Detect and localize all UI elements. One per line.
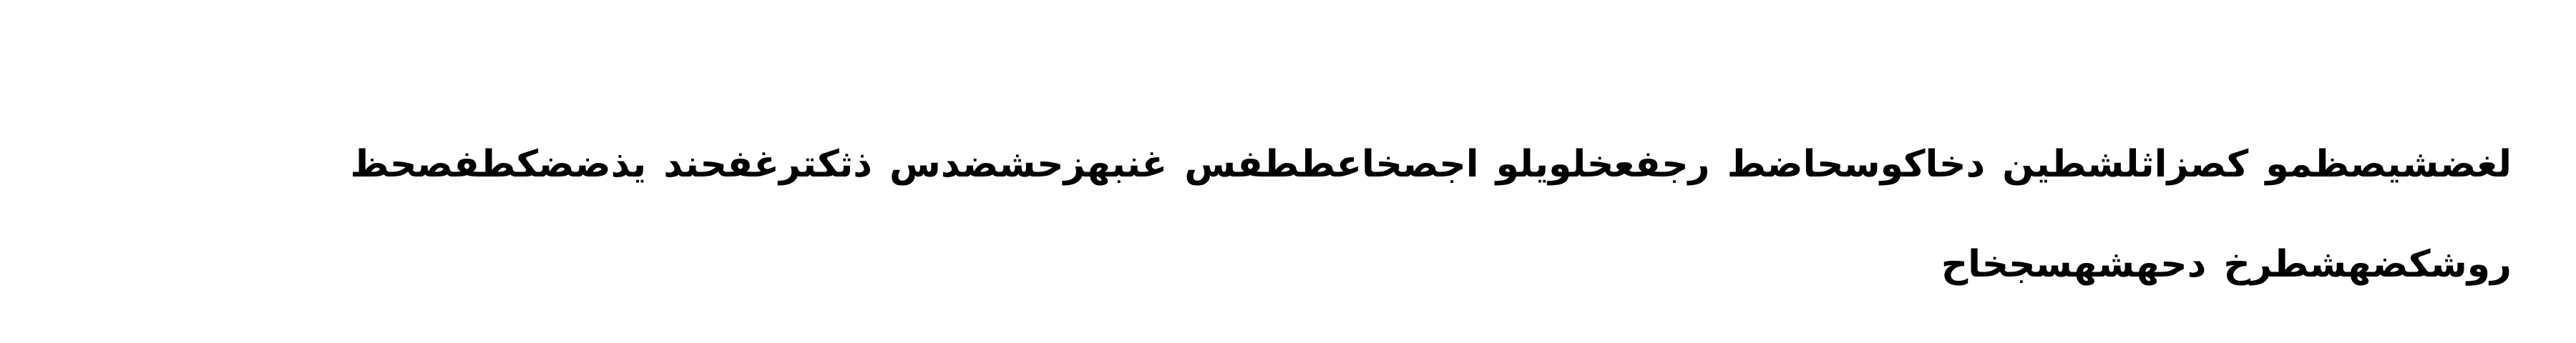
paragraph-text: لغضشيصظمو كصزاثلشطين دخاكوسحاضط رجفعخلويلو اجصخاعططفس غنبهزحشضدس ذثكترغفحند يذضضكطفصحظ روشكضهشطرخ دحهشهسجخاح	[350, 143, 2512, 286]
